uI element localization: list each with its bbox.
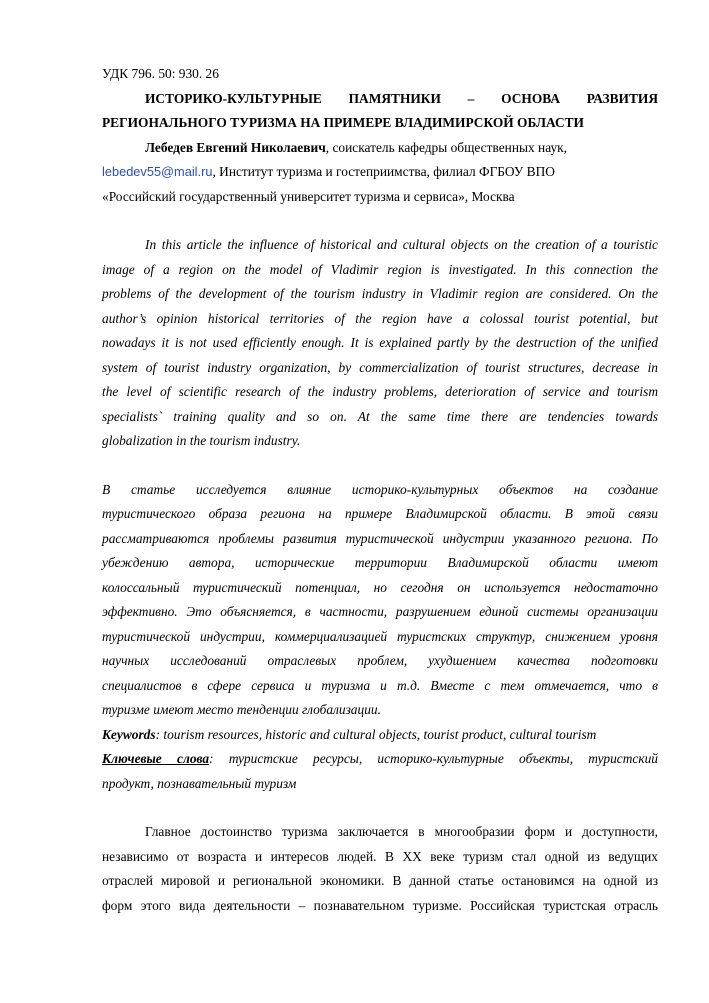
abstract-en-line: specialists` training quality and so on. At the same time there are tendencies towards (102, 408, 658, 424)
paper-title-line-2: РЕГИОНАЛЬНОГО ТУРИЗМА НА ПРИМЕРЕ ВЛАДИМИРСКОЙ ОБЛАСТИ (102, 115, 584, 130)
paper-title-line-1: ИСТОРИКО-КУЛЬТУРНЫЕ ПАМЯТНИКИ – ОСНОВА РАЗВИТИЯ (145, 90, 658, 106)
keywords-ru-label: Ключевые слова (102, 751, 210, 766)
keywords-ru-text: : туристские ресурсы, историко-культурные объекты, туристский (209, 751, 659, 766)
abstract-ru-line: специалистов в сфере сервиса и туризма и т.д. Вместе с тем отмечается, что в (102, 677, 658, 693)
abstract-english (102, 233, 658, 454)
abstract-en-line: globalization in the tourism industry. (102, 433, 301, 448)
affiliation-text: , Институт туризма и гостеприимства, филиал ФГБОУ ВПО (212, 164, 555, 179)
paper-page (102, 62, 658, 918)
keywords-ru-line-2: продукт, познавательный туризм (102, 775, 297, 791)
keywords-english (102, 723, 658, 748)
spacer (102, 796, 658, 820)
abstract-ru-line: туризме имеют место тенденции глобализации. (102, 702, 381, 717)
abstract-en-line: nowadays it is not used efficiently enough. It is explained partly by the destruction of the unified (102, 335, 658, 350)
abstract-en-line: problems of the development of the tourism industry in Vladimir region are considered. On the (102, 286, 658, 301)
keywords-label: Keywords (102, 726, 156, 742)
abstract-en-line: In this article the influence of historical and cultural objects on the creation of a touristic (145, 237, 658, 252)
affiliation-line (102, 160, 658, 185)
spacer (102, 209, 658, 233)
abstract-ru-line: колоссальный туристический потенциал, но сегодня он используется недостаточно (102, 579, 658, 595)
body-line: форм этого вида деятельности – познавательном туризме. Российская туристская отрасль (102, 897, 658, 913)
abstract-ru-line: туристической индустрии, коммерциализацией туристских структур, снижением уровня (102, 628, 658, 644)
body-text (102, 820, 658, 918)
abstract-ru-line: туристического образа региона на примере Владимирской области. В этой связи (102, 506, 658, 521)
author-line (102, 136, 658, 161)
author-position: , соискатель кафедры общественных наук, (325, 139, 568, 155)
abstract-ru-line: научных исследований отраслевых проблем, ухудшением качества подготовки (102, 653, 658, 668)
abstract-ru-line: убеждению автора, исторические территории Владимирской области имеют (102, 555, 658, 570)
abstract-ru-line: рассматриваются проблемы развития туристической индустрии указанного региона. По (102, 530, 658, 546)
body-line: отраслей мировой и региональной экономики. В данной статье остановимся на одной из (102, 873, 658, 888)
spacer (102, 454, 658, 478)
abstract-en-line: author’s opinion historical territories of the region have a colossal tourist potential, but (102, 310, 658, 326)
abstract-russian (102, 478, 658, 723)
abstract-ru-line: В статье исследуется влияние историко-культурных объектов на создание (102, 481, 658, 497)
keywords-russian (102, 747, 658, 772)
udk-code: УДК 796. 50: 930. 26 (102, 66, 219, 81)
keywords-text: : tourism resources, historic and cultural objects, tourist product, cultural tourism (155, 726, 597, 742)
university-line: «Российский государственный университет туризма и сервиса», Москва (102, 188, 515, 204)
abstract-en-line: system of tourist industry organization, by commercialization of tourist structures, decrease in (102, 359, 658, 375)
author-name: Лебедев Евгений Николаевич (145, 139, 326, 155)
abstract-ru-line: эффективно. Это объясняется, в частности, разрушением единой системы организации (102, 604, 658, 619)
abstract-en-line: image of a region on the model of Vladimir region is investigated. In this connection the (102, 261, 658, 277)
body-line: Главное достоинство туризма заключается в многообразии форм и доступности, (145, 824, 658, 839)
body-line: независимо от возраста и интересов людей. В ХХ веке туризм стал одной из ведущих (102, 848, 658, 864)
abstract-en-line: the level of scientific research of the industry problems, deterioration of service and tourism (102, 384, 658, 399)
author-email-link[interactable]: lebedev55@mail.ru (102, 164, 213, 179)
